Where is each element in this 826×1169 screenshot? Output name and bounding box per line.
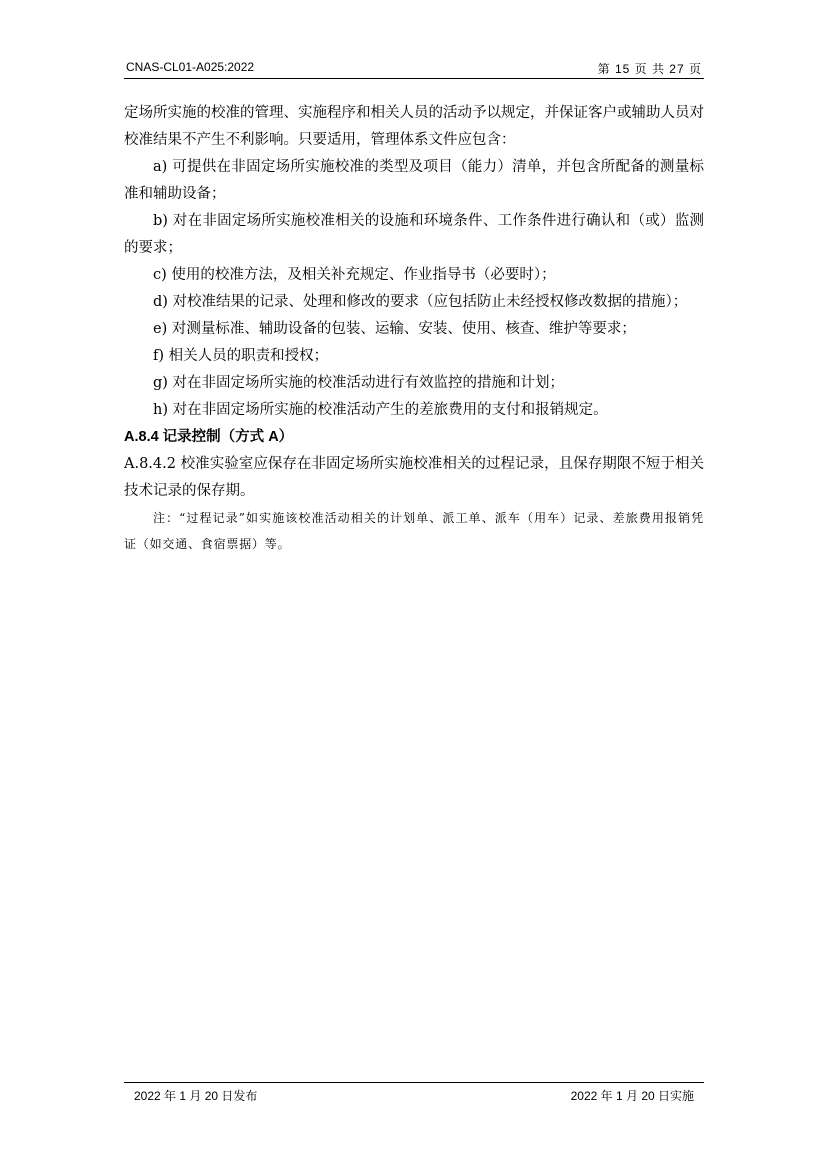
list-item-c: c) 使用的校准方法，及相关补充规定、作业指导书（必要时）； bbox=[153, 267, 556, 283]
list-item-f: f) 相关人员的职责和授权； bbox=[153, 348, 329, 364]
page-number: 第 15 页 共 27 页 bbox=[597, 62, 702, 76]
list-item-b: b) 对在非固定场所实施校准相关的设施和环境条件、工作条件进行确认和（或）监测的要求； bbox=[124, 213, 704, 256]
list-item-g: g) 对在非固定场所实施的校准活动进行有效监控的措施和计划； bbox=[153, 375, 565, 391]
document-code: CNAS-CL01-A025:2022 bbox=[126, 60, 255, 74]
effective-date: 2022 年 1 月 20 日实施 bbox=[570, 1089, 694, 1103]
page-header bbox=[124, 58, 704, 79]
section-heading: A.8.4 记录控制（方式 A） bbox=[124, 429, 294, 445]
note-paragraph: 注：“过程记录”如实施该校准活动相关的计划单、派工单、派车（用车）记录、差旅费用报销凭证（如交通、食宿票据）等。 bbox=[124, 511, 704, 551]
list-item-a: a) 可提供在非固定场所实施校准的类型及项目（能力）清单，并包含所配备的测量标准和辅助设备； bbox=[124, 159, 704, 202]
intro-paragraph: 定场所实施的校准的管理、实施程序和相关人员的活动予以规定，并保证客户或辅助人员对校准结果不产生不利影响。只要适用，管理体系文件应包含： bbox=[124, 105, 704, 148]
issue-date: 2022 年 1 月 20 日发布 bbox=[134, 1089, 258, 1103]
clause-paragraph: A.8.4.2 校准实验室应保存在非固定场所实施校准相关的过程记录，且保存期限不短于相关技术记录的保存期。 bbox=[124, 456, 704, 499]
document-body bbox=[124, 100, 704, 557]
page-footer bbox=[124, 1082, 704, 1103]
list-item-h: h) 对在非固定场所实施的校准活动产生的差旅费用的支付和报销规定。 bbox=[153, 402, 608, 418]
list-item-e: e) 对测量标准、辅助设备的包装、运输、安装、使用、核查、维护等要求； bbox=[153, 321, 636, 337]
list-item-d: d) 对校准结果的记录、处理和修改的要求（应包括防止未经授权修改数据的措施）； bbox=[153, 294, 688, 310]
